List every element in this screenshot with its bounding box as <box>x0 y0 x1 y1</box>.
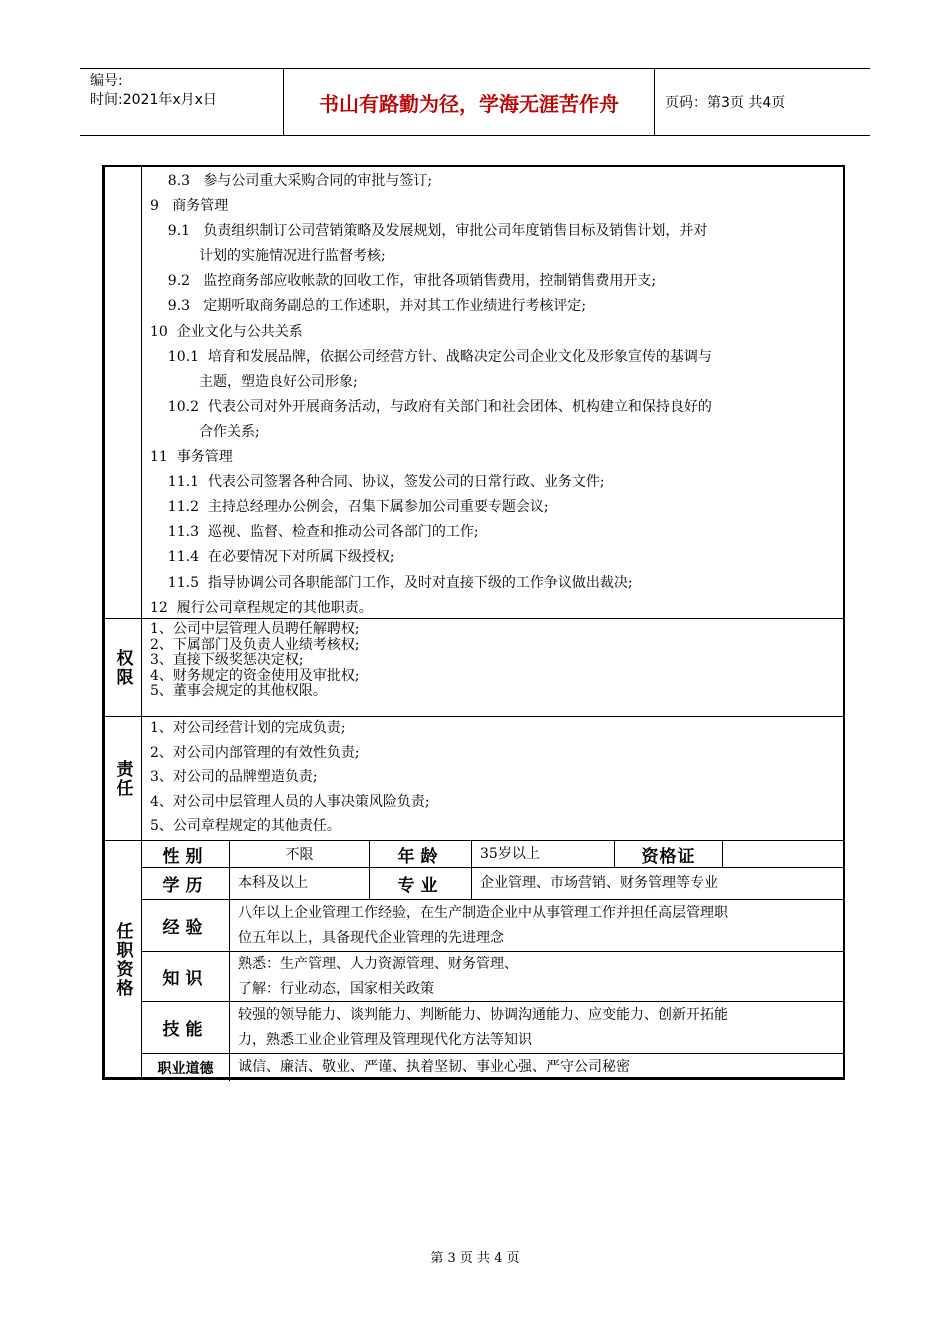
duty-line-item: 9.1 负责组织制订公司营销策略及发展规划，审批公司年度销售目标及销售计划，并对 <box>150 223 708 240</box>
experience-value <box>230 900 845 952</box>
ethics-label: 职业道德 <box>142 1054 230 1081</box>
duty-line-item: 11.3 巡视、监督、检查和推动公司各部门的工作; <box>150 524 479 541</box>
duty-line-item: 9 商务管理 <box>150 198 229 215</box>
job-description-table <box>102 165 845 1080</box>
duty-line-item: 主题，塑造良好公司形象; <box>150 373 358 390</box>
document-time-label: 时间:2021年x月x日 <box>90 92 217 108</box>
duty-line-item: 8.3 参与公司重大采购合同的审批与签订; <box>150 173 433 189</box>
header-motto: 书山有路勤为径，学海无涯苦作舟 <box>284 69 655 135</box>
duty-line-item: 9.2 监控商务部应收帐款的回收工作，审批各项销售费用，控制销售费用开支; <box>150 273 657 290</box>
gender-value: 不限 <box>230 841 370 868</box>
education-value: 本科及以上 <box>230 868 370 900</box>
duty-line-item: 11.4 在必要情况下对所属下级授权; <box>150 549 395 566</box>
page-header <box>80 68 870 136</box>
knowledge-line-2: 了解：行业动态，国家相关政策 <box>238 981 434 997</box>
ethics-value: 诚信、廉洁、敬业、严谨、执着坚韧、事业心强、严守公司秘密 <box>238 1059 630 1075</box>
duty-line-item: 11.1 代表公司签署各种合同、协议，签发公司的日常行政、业务文件; <box>150 474 605 491</box>
duties-label-cell <box>105 166 142 618</box>
authority-item: 3、直接下级奖惩决定权; <box>150 652 304 668</box>
authority-label-cell <box>105 619 142 716</box>
header-page-label: 页码：第3页 共4页 <box>665 95 786 111</box>
authority-label: 权限 <box>112 648 133 687</box>
education-label: 学历 <box>142 868 230 900</box>
duty-line-item: 11.2 主持总经理办公例会，召集下属参加公司重要专题会议; <box>150 499 549 516</box>
certificate-value <box>723 841 845 868</box>
authority-item: 2、下属部门及负责人业绩考核权; <box>150 636 360 653</box>
authority-list <box>150 622 360 700</box>
authority-section <box>105 618 843 716</box>
experience-line-2: 位五年以上，具备现代企业管理的先进理念 <box>238 930 504 946</box>
skill-line-2: 力，熟悉工业企业管理及管理现代化方法等知识 <box>238 1032 532 1048</box>
skill-label: 技能 <box>142 1002 230 1054</box>
duty-line-item: 10.2 代表公司对外开展商务活动，与政府有关部门和社会团体、机构建立和保持良好的 <box>150 398 712 415</box>
responsibility-label-cell <box>105 717 142 840</box>
duty-line-item: 11.5 指导协调公司各职能部门工作，及时对直接下级的工作争议做出裁决; <box>150 574 633 591</box>
duty-line-item: 10 企业文化与公共关系 <box>150 323 303 340</box>
duties-list <box>150 169 712 621</box>
duty-line-item: 10.1 培育和发展品牌，依据公司经营方针、战略决定公司企业文化及形象宣传的基调与 <box>150 348 712 365</box>
responsibility-item: 1、对公司经营计划的完成负责; <box>150 720 346 736</box>
experience-label: 经验 <box>142 900 230 952</box>
skill-line-1: 较强的领导能力、谈判能力、判断能力、协调沟通能力、应变能力、创新开拓能 <box>238 1007 728 1023</box>
responsibility-list <box>150 716 430 839</box>
authority-item: 1、公司中层管理人员聘任解聘权; <box>150 621 360 637</box>
duty-line-item: 12 履行公司章程规定的其他职责。 <box>150 599 373 616</box>
knowledge-line-1: 熟悉：生产管理、人力资源管理、财务管理、 <box>238 956 518 972</box>
knowledge-value <box>230 952 845 1002</box>
duty-line-item: 11 事务管理 <box>150 449 233 466</box>
responsibility-item: 4、对公司中层管理人员的人事决策风险负责; <box>150 793 430 810</box>
duty-line-item: 9.3 定期听取商务副总的工作述职，并对其工作业绩进行考核评定; <box>150 298 587 315</box>
responsibility-item: 3、对公司的品牌塑造负责; <box>150 769 318 786</box>
knowledge-label: 知识 <box>142 952 230 1002</box>
responsibility-section <box>105 716 843 840</box>
qualification-grid <box>142 841 843 1080</box>
major-value: 企业管理、市场营销、财务管理等专业 <box>472 868 845 900</box>
duties-section <box>105 166 843 618</box>
document-number-label: 编号: <box>90 73 123 89</box>
authority-item: 5、董事会规定的其他权限。 <box>150 683 327 699</box>
major-label: 专业 <box>370 868 472 900</box>
certificate-label: 资格证 <box>615 841 723 868</box>
age-value: 35岁以上 <box>472 841 615 868</box>
authority-item: 4、财务规定的资金使用及审批权; <box>150 667 360 684</box>
skill-value <box>230 1002 845 1054</box>
age-label: 年龄 <box>370 841 472 868</box>
responsibility-item: 2、对公司内部管理的有效性负责; <box>150 744 360 761</box>
qualification-label-cell <box>105 841 142 1080</box>
responsibility-item: 5、公司章程规定的其他责任。 <box>150 818 341 835</box>
page-footer: 第 3 页 共 4 页 <box>430 1251 520 1266</box>
duty-line-item: 合作关系; <box>150 423 260 440</box>
header-meta <box>80 69 284 135</box>
gender-label: 性别 <box>142 841 230 868</box>
duty-line-item: 计划的实施情况进行监督考核; <box>150 248 386 265</box>
experience-line-1: 八年以上企业管理工作经验，在生产制造企业中从事管理工作并担任高层管理职 <box>238 905 728 921</box>
qualification-section <box>105 840 843 1080</box>
responsibility-label: 责任 <box>112 759 133 798</box>
qualification-label: 任职资格 <box>112 922 133 998</box>
